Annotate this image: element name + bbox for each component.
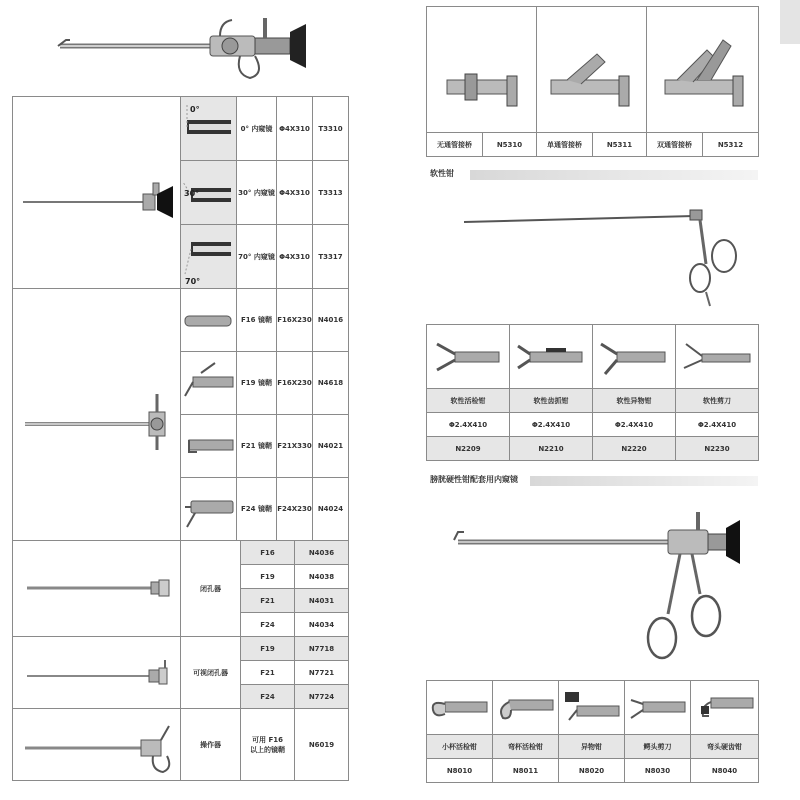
- sheath-code: N4016: [313, 289, 349, 352]
- sheath-name: F19 镜鞘: [237, 352, 277, 415]
- rigid-forceps-code: N8030: [625, 759, 691, 783]
- page-edge-strip: [780, 0, 800, 44]
- working-element-spec: [241, 709, 295, 781]
- bridge-code: N5310: [483, 133, 537, 157]
- flexible-section-bar: [470, 170, 758, 180]
- sheath-name: F21 镜鞘: [237, 415, 277, 478]
- sheath-code: N4021: [313, 415, 349, 478]
- scope-table: [12, 96, 349, 289]
- sheath-tip-icon: [181, 478, 237, 541]
- flexible-forceps-spec: Φ2.4X410: [676, 413, 759, 437]
- scope-code: T3317: [313, 225, 349, 289]
- rigid-forceps-name: 小杯活检钳: [427, 735, 493, 759]
- working-element-table: [12, 708, 349, 781]
- flexible-forceps-tip-icon: [593, 325, 676, 389]
- obturator-code: N4031: [295, 589, 349, 613]
- rigid-forceps-illustration: [448, 508, 748, 668]
- working-element-name: 操作器: [181, 709, 241, 781]
- working-element-code: N6019: [295, 709, 349, 781]
- scope-angle-label: 30°: [184, 188, 200, 198]
- visual-obturator-code: N7721: [295, 661, 349, 685]
- visual-obturator-code: N7718: [295, 637, 349, 661]
- scope-code: T3310: [313, 97, 349, 161]
- bridge-illustration: [427, 7, 537, 133]
- rigid-section-bar: [530, 476, 758, 486]
- rigid-forceps-name: 异物钳: [559, 735, 625, 759]
- rigid-forceps-code: N8040: [691, 759, 759, 783]
- flexible-section-title: 软性钳: [430, 169, 454, 178]
- bridge-table: [426, 6, 759, 157]
- working-element-illustration: [13, 709, 181, 781]
- obturator-size: F19: [241, 565, 295, 589]
- obturator-code: N4038: [295, 565, 349, 589]
- flexible-forceps-name: 软性齿抓钳: [510, 389, 593, 413]
- flexible-forceps-code: N2230: [676, 437, 759, 461]
- rigid-forceps-tip-icon: [427, 681, 493, 735]
- sheath-tip-icon: [181, 352, 237, 415]
- sheath-code: N4618: [313, 352, 349, 415]
- visual-obturator-table: [12, 636, 349, 709]
- rigid-forceps-code: N8010: [427, 759, 493, 783]
- scope-angle-label: 70°: [185, 276, 201, 286]
- bridge-name: 双通管接桥: [647, 133, 703, 157]
- scope-spec: Φ4X310: [277, 97, 313, 161]
- flexible-forceps-spec: Φ2.4X410: [593, 413, 676, 437]
- sheath-illustration: [13, 289, 181, 541]
- flexible-forceps-name: 软性剪刀: [676, 389, 759, 413]
- rigid-forceps-code: N8020: [559, 759, 625, 783]
- flexible-forceps-tip-icon: [676, 325, 759, 389]
- rigid-forceps-name: 弯头硬齿钳: [691, 735, 759, 759]
- top-instrument-illustration: [50, 10, 320, 85]
- scope-spec: Φ4X310: [277, 225, 313, 289]
- visual-obturator-size: F21: [241, 661, 295, 685]
- scope-illustration: [13, 97, 181, 289]
- scope-angle-label: 0°: [190, 104, 200, 114]
- flexible-forceps-code: N2210: [510, 437, 593, 461]
- scope-code: T3313: [313, 161, 349, 225]
- rigid-forceps-tip-icon: [493, 681, 559, 735]
- sheath-tip-icon: [181, 415, 237, 478]
- scope-angle-icon: [181, 97, 237, 161]
- sheath-spec: F16X230: [277, 289, 313, 352]
- rigid-forceps-tip-icon: [691, 681, 759, 735]
- rigid-forceps-tip-icon: [625, 681, 691, 735]
- flexible-forceps-spec: Φ2.4X410: [427, 413, 510, 437]
- visual-obturator-size: F19: [241, 637, 295, 661]
- bridge-name: 单通管接桥: [537, 133, 593, 157]
- scope-name: 30° 内窥镜: [237, 161, 277, 225]
- visual-obturator-size: F24: [241, 685, 295, 709]
- flexible-forceps-code: N2209: [427, 437, 510, 461]
- obturator-size: F21: [241, 589, 295, 613]
- bridge-code: N5312: [703, 133, 759, 157]
- bridge-code: N5311: [593, 133, 647, 157]
- flexible-forceps-spec: Φ2.4X410: [510, 413, 593, 437]
- scope-spec: Φ4X310: [277, 161, 313, 225]
- sheath-spec: F24X230: [277, 478, 313, 541]
- obturator-table: [12, 540, 349, 637]
- sheath-tip-icon: [181, 289, 237, 352]
- obturator-code: N4034: [295, 613, 349, 637]
- scope-name: 0° 内窥镜: [237, 97, 277, 161]
- obturator-code: N4036: [295, 541, 349, 565]
- rigid-forceps-tip-icon: [559, 681, 625, 735]
- sheath-name: F16 镜鞘: [237, 289, 277, 352]
- sheath-table: [12, 288, 349, 541]
- rigid-forceps-name: 鳄头剪刀: [625, 735, 691, 759]
- flexible-forceps-tip-icon: [510, 325, 593, 389]
- sheath-spec: F21X330: [277, 415, 313, 478]
- working-element-spec-line2: 以上的镜鞘: [250, 745, 285, 754]
- bridge-illustration: [647, 7, 759, 133]
- flexible-forceps-illustration: [460, 200, 750, 310]
- rigid-section-title: 膀胱硬性钳配套用内窥镜: [430, 475, 518, 484]
- flexible-forceps-name: 软性异物钳: [593, 389, 676, 413]
- scope-angle-icon: [181, 225, 237, 289]
- sheath-code: N4024: [313, 478, 349, 541]
- flexible-forceps-name: 软性活检钳: [427, 389, 510, 413]
- visual-obturator-illustration: [13, 637, 181, 709]
- flexible-forceps-table: [426, 324, 759, 461]
- visual-obturator-name: 可视闭孔器: [181, 637, 241, 709]
- scope-angle-icon: [181, 161, 237, 225]
- working-element-spec-line1: 可用 F16: [252, 735, 283, 744]
- sheath-spec: F16X230: [277, 352, 313, 415]
- flexible-forceps-tip-icon: [427, 325, 510, 389]
- obturator-illustration: [13, 541, 181, 637]
- visual-obturator-code: N7724: [295, 685, 349, 709]
- bridge-name: 无通管接桥: [427, 133, 483, 157]
- rigid-forceps-table: [426, 680, 759, 783]
- rigid-forceps-name: 弯杯活检钳: [493, 735, 559, 759]
- sheath-name: F24 镜鞘: [237, 478, 277, 541]
- scope-name: 70° 内窥镜: [237, 225, 277, 289]
- obturator-size: F16: [241, 541, 295, 565]
- obturator-name: 闭孔器: [181, 541, 241, 637]
- bridge-illustration: [537, 7, 647, 133]
- flexible-forceps-code: N2220: [593, 437, 676, 461]
- obturator-size: F24: [241, 613, 295, 637]
- rigid-forceps-code: N8011: [493, 759, 559, 783]
